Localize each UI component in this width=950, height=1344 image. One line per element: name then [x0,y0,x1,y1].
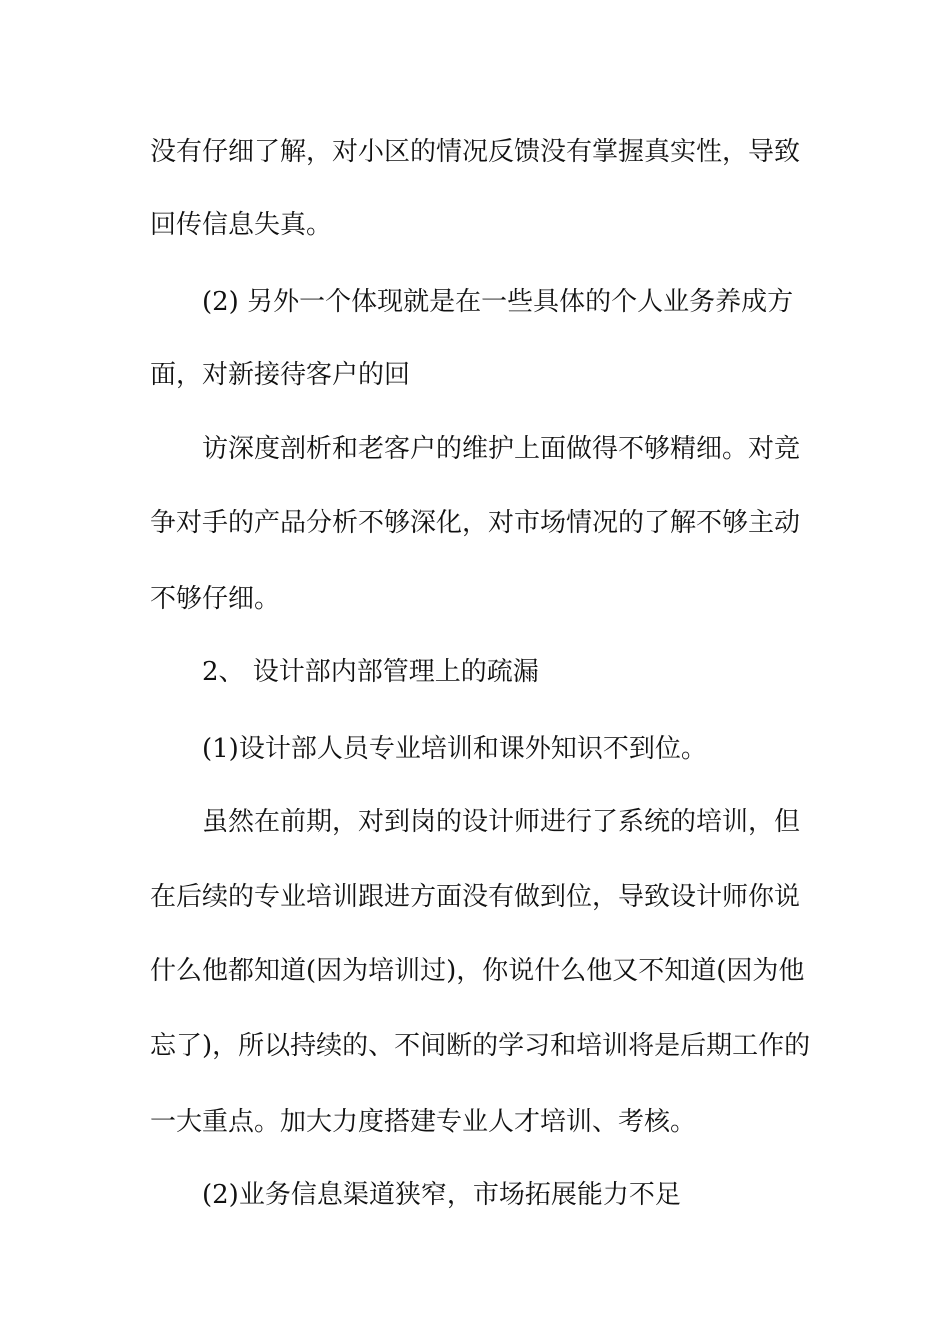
paragraph-line: 不够仔细。 [150,584,281,614]
section-heading: 2、 设计部内部管理上的疏漏 [202,657,539,687]
paragraph-line: 回传信息失真。 [150,210,333,240]
paragraph-line: 一大重点。加大力度搭建专业人才培训、考核。 [150,1107,697,1137]
paragraph-line: (2) 另外一个体现就是在一些具体的个人业务养成方 [202,287,794,317]
paragraph-line: 在后续的专业培训跟进方面没有做到位，导致设计师你说 [150,882,801,912]
paragraph-line: 访深度剖析和老客户的维护上面做得不够精细。对竞 [202,434,801,464]
paragraph-line: 争对手的产品分析不够深化，对市场情况的了解不够主动 [150,508,801,538]
paragraph-line: 忘了)，所以持续的、不间断的学习和培训将是后期工作的 [150,1031,811,1061]
subsection-heading: (2)业务信息渠道狭窄，市场拓展能力不足 [202,1180,681,1210]
paragraph-line: 面，对新接待客户的回 [150,360,411,390]
paragraph-line: 没有仔细了解，对小区的情况反馈没有掌握真实性，导致 [150,137,801,167]
subsection-heading: (1)设计部人员专业培训和课外知识不到位。 [202,734,707,764]
paragraph-line: 虽然在前期，对到岗的设计师进行了系统的培训，但 [202,807,801,837]
paragraph-line: 什么他都知道(因为培训过)，你说什么他又不知道(因为他 [150,956,805,986]
